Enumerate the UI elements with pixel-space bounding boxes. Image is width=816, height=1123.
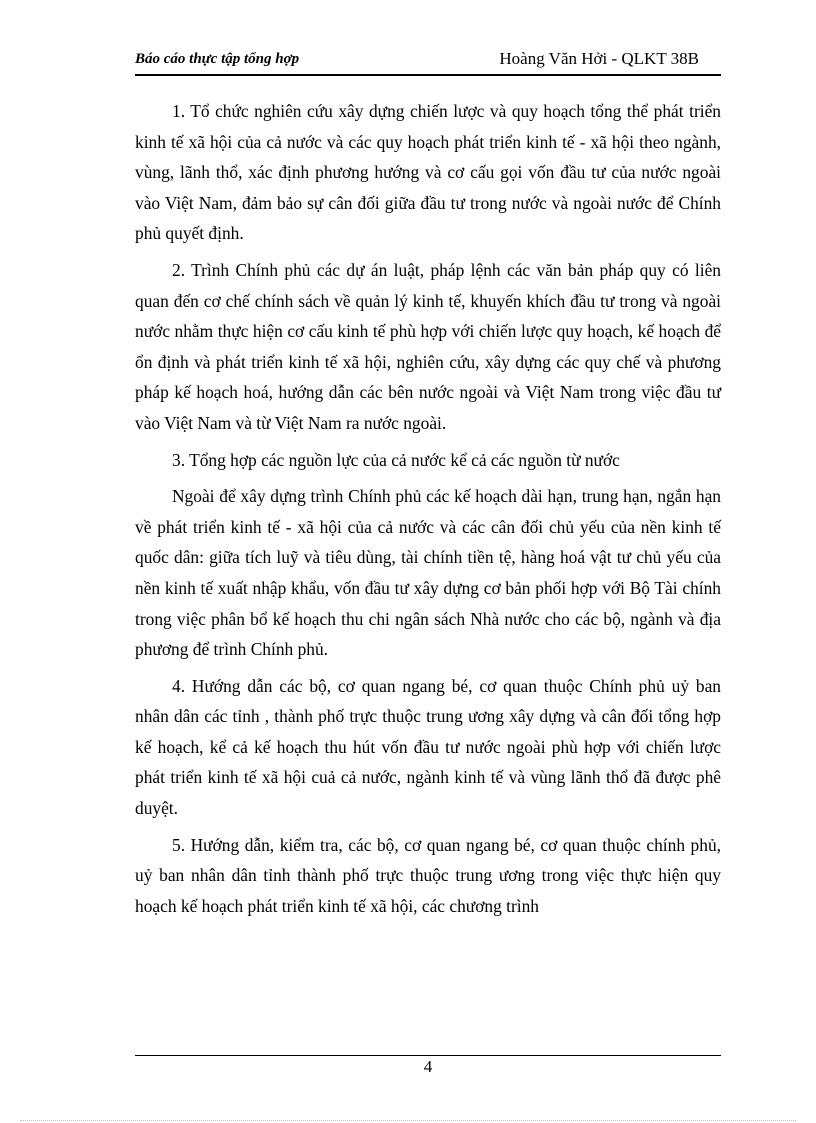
paragraph-1: 1. Tổ chức nghiên cứu xây dựng chiến lược và quy hoạch tổng thể phát triển kinh tế xã hội của cả nước và các quy hoạch phát triển kinh tế - xã hội theo ngành, vùng, lãnh thổ, xác định phương hướng và cơ cấu gọi vốn đầu tư của nước ngoài vào Việt Nam, đảm bảo sự cân đối giữa đầu tư trong nước và ngoài nước để Chính phủ quyết định. — [135, 101, 721, 244]
paragraph-6: 5. Hướng dẫn, kiểm tra, các bộ, cơ quan ngang bé, cơ quan thuộc chính phủ, uỷ ban nhân dân tỉnh thành phố trực thuộc trung ương trong việc thực hiện quy hoạch kế hoạch phát triển kinh tế xã hội, các chương trình — [135, 834, 721, 916]
footer-divider — [135, 1055, 721, 1056]
page-header — [135, 48, 721, 76]
author-class: Hoàng Văn Hởi - QLKT 38B — [499, 49, 699, 68]
page-number: 4 — [423, 1057, 433, 1076]
paragraph-4: Ngoài để xây dựng trình Chính phủ các kế hoạch dài hạn, trung hạn, ngắn hạn về phát triển kinh tế - xã hội của cả nước và các cân đối chủ yếu của nền kinh tế quốc dân: giữa tích luỹ và tiêu dùng, tài chính tiền tệ, hàng hoá vật tư chủ yếu của nền kinh tế xuất nhập khẩu, vốn đầu tư xây dựng cơ bản phối hợp với Bộ Tài chính trong việc phân bổ kế hoạch thu chi ngân sách Nhà nước cho các bộ, ngành và địa phương để trình Chính phủ. — [135, 486, 721, 660]
paragraph-2: 2. Trình Chính phủ các dự án luật, pháp lệnh các văn bản pháp quy có liên quan đến cơ chế chính sách về quản lý kinh tế, khuyến khích đầu tư trong và ngoài nước nhằm thực hiện cơ cấu kinh tế phù hợp với chiến lược quy hoạch, kế hoạch để ổn định và phát triển kinh tế xã hội, nghiên cứu, xây dựng các quy chế và phương pháp kế hoạch hoá, hướng dẫn các bên nước ngoài và Việt Nam trong việc đầu tư vào Việt Nam và từ Việt Nam ra nước ngoài. — [135, 259, 721, 433]
page-edge-divider — [20, 1120, 796, 1121]
paragraph-5: 4. Hướng dẫn các bộ, cơ quan ngang bé, cơ quan thuộc Chính phủ uỷ ban nhân dân các tỉnh , thành phố trực thuộc trung ương xây dựng và cân đối tổng hợp kế hoạch, kể cả kế hoạch thu hút vốn đầu tư nước ngoài phù hợp với chiến lược phát triển kinh tế xã hội cuả cả nước, ngành kinh tế và vùng lãnh thổ đã được phê duyệt. — [135, 675, 721, 819]
paragraph-3: 3. Tổng hợp các nguồn lực của cả nước kể cả các nguồn từ nước — [172, 449, 620, 470]
report-title: Báo cáo thực tập tổng hợp — [135, 51, 300, 67]
document-body — [135, 96, 721, 927]
